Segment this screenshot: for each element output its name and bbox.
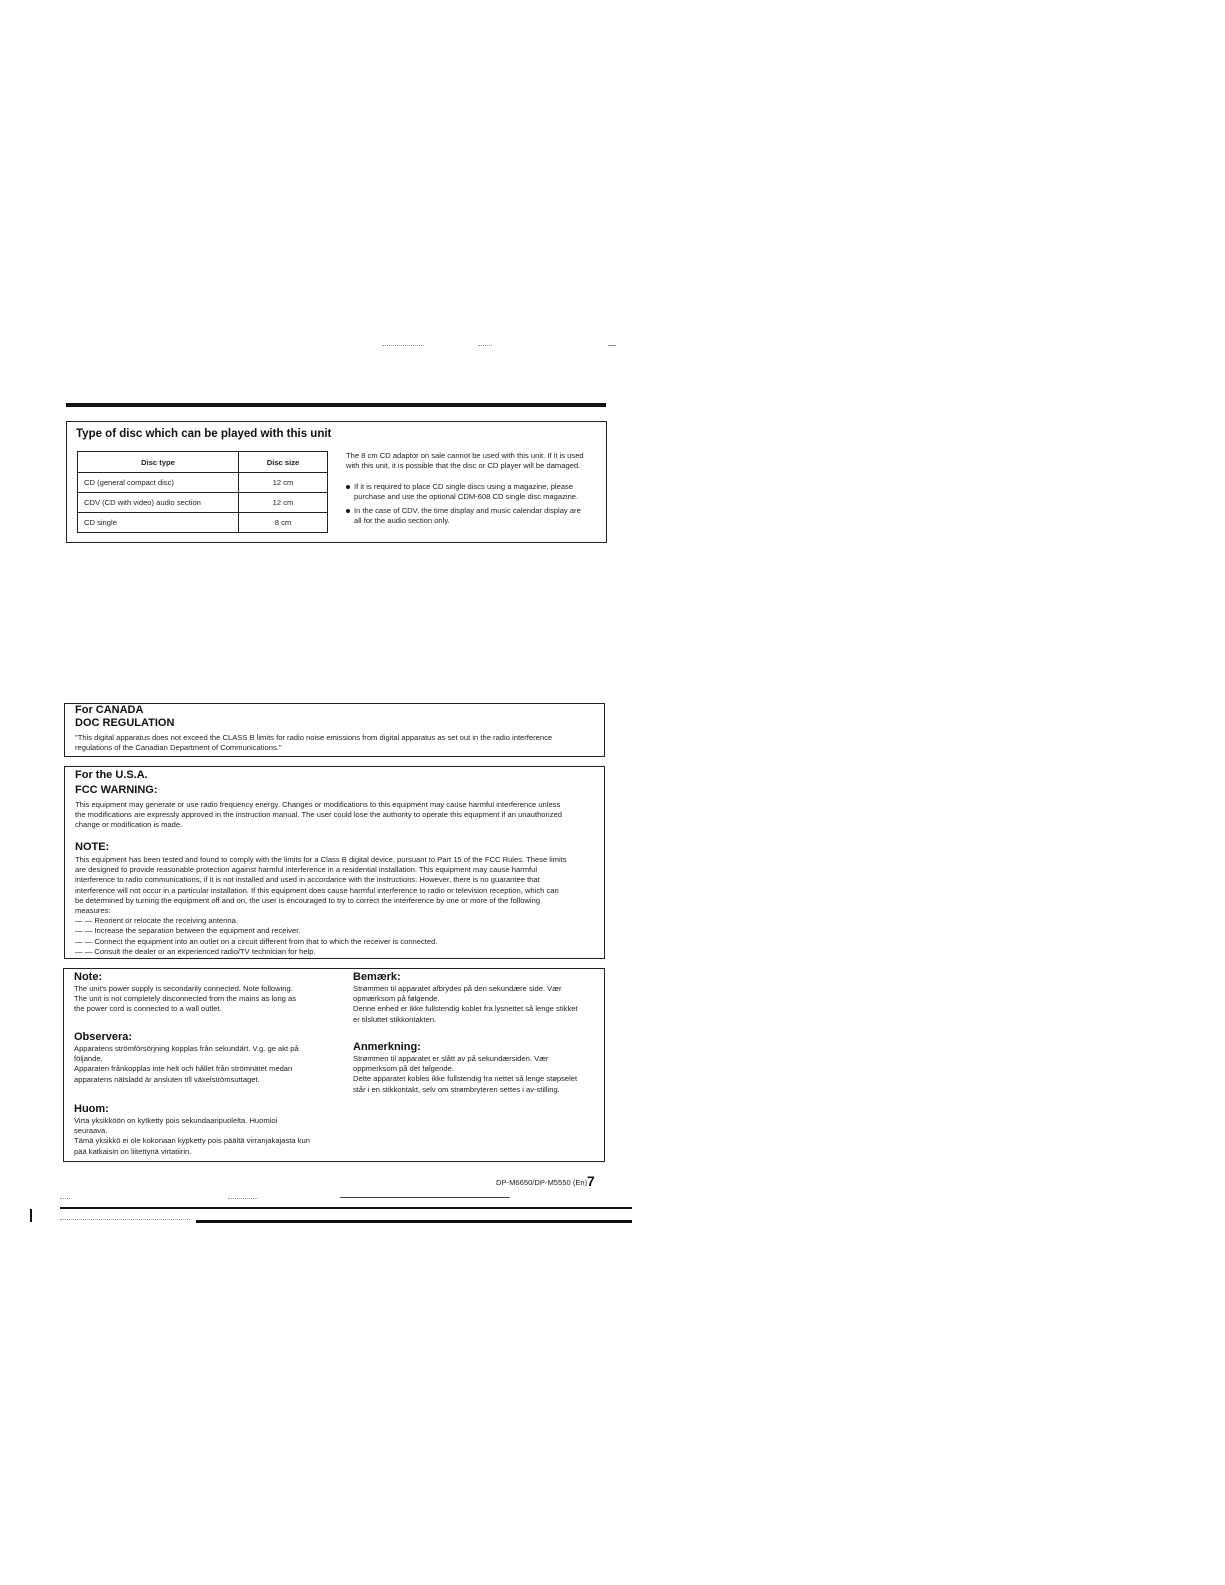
- huom-text: [74, 1116, 310, 1157]
- text-line: change or modification is made.: [75, 820, 183, 830]
- magazine-note-line: If it is required to place CD single discs using a magazine, please: [354, 482, 574, 491]
- doc-regulation-heading: DOC REGULATION: [75, 717, 175, 729]
- text-line: Dette apparatet kobles ikke fullstendig fra nettet så lenge støpselet: [353, 1074, 578, 1084]
- disc-type-table: [77, 451, 328, 533]
- bemaerk-heading: Bemærk:: [353, 971, 401, 983]
- text-line: interference will not occur in a particular installation. If this equipment does cause harmful interference to radio or television reception, which can: [75, 885, 559, 895]
- text-line: oppmerksom på det følgende.: [353, 1064, 454, 1074]
- bemaerk-text: [353, 984, 578, 1025]
- note-en-text: [74, 984, 296, 1015]
- table-cell-disc-size: 12 cm: [239, 493, 328, 513]
- text-line: measures:: [75, 906, 111, 916]
- anmerkning-heading: Anmerkning:: [353, 1041, 421, 1053]
- text-line: Strømmen til apparatet er slått av på sekundærsiden. Vær: [353, 1054, 549, 1063]
- table-cell-disc-size: 8 cm: [239, 513, 328, 533]
- table-cell-disc-type: CDV (CD with video) audio section: [78, 493, 239, 513]
- fcc-warning-heading: FCC WARNING:: [75, 784, 158, 796]
- scan-artifact-line: [60, 1198, 70, 1199]
- text-line: This equipment may generate or use radio frequency energy. Changes or modifications to this equipment may cause harmful interference unless: [75, 800, 561, 809]
- text-line: Apparatens strömförsörjning kopplas från sekundärt. V.g. ge akt på: [74, 1044, 299, 1053]
- scan-artifact-line: [608, 345, 616, 346]
- text-line: seuraava.: [74, 1126, 108, 1136]
- footer-rule: [30, 1209, 32, 1222]
- text-line: opmærksom på følgende.: [353, 994, 440, 1004]
- cdv-note-line: all for the audio section only.: [354, 516, 450, 525]
- text-line: apparatens nätsladd är ansluten till växelströmsuttaget.: [74, 1074, 260, 1084]
- text-line: — — Reorient or relocate the receiving antenna.: [75, 916, 238, 926]
- cdv-note-line: In the case of CDV, the time display and music calendar display are: [354, 506, 581, 515]
- text-line: följande.: [74, 1054, 103, 1064]
- usa-heading: For the U.S.A.: [75, 769, 148, 781]
- text-line: Virta yksikköön on kytketty pois sekundaaripuolelta. Huomioi: [74, 1116, 278, 1125]
- table-cell-disc-type: CD single: [78, 513, 239, 533]
- text-line: — — Consult the dealer or an experienced radio/TV technician for help.: [75, 946, 316, 956]
- text-line: are designed to provide reasonable protection against harmful interference in a residential installation. This equipment may cause harmful: [75, 865, 538, 875]
- bullet-icon: [346, 485, 350, 489]
- table-header-row: [78, 452, 328, 473]
- footer-rule: [60, 1207, 632, 1209]
- adaptor-warning-line: The 8 cm CD adaptor on sale cannot be used with this unit. If it is used: [346, 451, 584, 460]
- text-line: The unit's power supply is secondarily connected. Note following.: [74, 984, 293, 993]
- canada-text-line: regulations of the Canadian Department of Communications.": [75, 743, 282, 752]
- fcc-note-text: [75, 855, 600, 957]
- note-heading: NOTE:: [75, 841, 110, 853]
- model-label: DP-M6650/DP-M5550 (En): [496, 1178, 588, 1187]
- footer-rule: [340, 1197, 510, 1198]
- text-line: står i en stikkontakt, selv om strømbryteren settes i av-stilling.: [353, 1084, 560, 1094]
- text-line: This equipment has been tested and found to comply with the limits for a Class B digital device, pursuant to Part 15 of the FCC Rules. These limits: [75, 855, 567, 864]
- disc-section-title: Type of disc which can be played with this unit: [76, 428, 332, 440]
- table-header-disc-size: Disc size: [239, 452, 328, 473]
- text-line: — — Increase the separation between the equipment and receiver.: [75, 926, 301, 936]
- adaptor-warning-line: with this unit, it is possible that the disc or CD player will be damaged.: [346, 461, 581, 470]
- text-line: Tämä yksikkö ei ole kokonaan kypketty pois päältä virranjakajasta kun: [74, 1136, 310, 1146]
- text-line: The unit is not completely disconnected from the mains as long as: [74, 994, 297, 1004]
- huom-heading: Huom:: [74, 1103, 109, 1115]
- text-line: interference to radio communications, if it is not installed and used in accordance with the instructions. However, there is no guarantee that: [75, 875, 540, 885]
- table-row: [78, 513, 328, 533]
- text-line: — — Connect the equipment into an outlet on a circuit different from that to which the receiver is connected.: [75, 936, 438, 946]
- note-en-heading: Note:: [74, 971, 103, 983]
- observera-text: [74, 1044, 299, 1085]
- table-cell-disc-type: CD (general compact disc): [78, 473, 239, 493]
- table-header-disc-type: Disc type: [78, 452, 239, 473]
- scan-artifact-line: [228, 1198, 258, 1199]
- section-divider: [66, 403, 606, 407]
- fcc-warning-text: [75, 800, 600, 831]
- scan-artifact-line: [60, 1219, 190, 1220]
- text-line: Strømmen til apparatet afbrydes på den sekundære side. Vær: [353, 984, 562, 993]
- text-line: the modifications are expressly approved in the instruction manual. The user could lose the authority to operate this equipment if an unauthorized: [75, 810, 562, 820]
- canada-text-line: "This digital apparatus does not exceed the CLASS B limits for radio noise emissions from digital apparatus as set out in the radio interference: [75, 733, 553, 742]
- footer-rule: [196, 1220, 632, 1223]
- canada-heading: For CANADA: [75, 704, 144, 716]
- table-cell-disc-size: 12 cm: [239, 473, 328, 493]
- scan-artifact-line: [382, 345, 424, 346]
- text-line: Apparaten frånkopplas inte helt och hållet från strömnätet medan: [74, 1064, 293, 1074]
- scan-artifact-line: [478, 345, 492, 346]
- observera-heading: Observera:: [74, 1031, 133, 1043]
- text-line: er tilsluttet stikkontakten.: [353, 1014, 437, 1024]
- anmerkning-text: [353, 1054, 577, 1095]
- magazine-note-line: purchase and use the optional CDM-608 CD single disc magazine.: [354, 492, 579, 501]
- text-line: Denne enhed er ikke fullstendig koblet fra lysnettet så lenge stikket: [353, 1004, 578, 1014]
- table-row: [78, 493, 328, 513]
- bullet-icon: [346, 509, 350, 513]
- table-row: [78, 473, 328, 493]
- text-line: be determined by turning the equipment off and on, the user is encouraged to try to correct the interference by one or more of the following: [75, 895, 541, 905]
- text-line: pää katkaisin on liitettynä virtatiirin.: [74, 1146, 192, 1156]
- page-number: 7: [587, 1173, 595, 1189]
- text-line: the power cord is connected to a wall outlet.: [74, 1004, 222, 1014]
